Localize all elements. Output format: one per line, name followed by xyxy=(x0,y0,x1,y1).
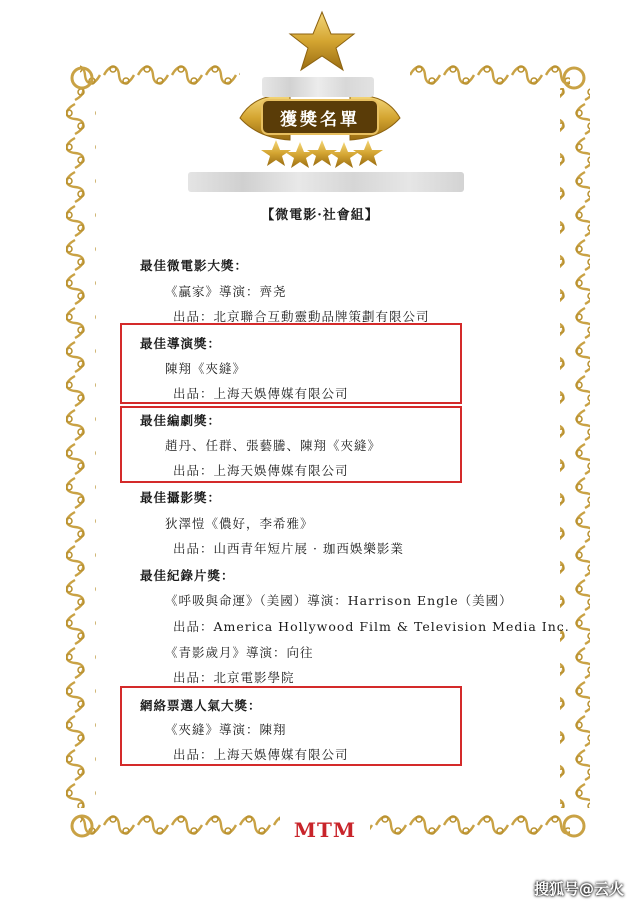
award-producer-best-screenplay: 出品：上海天娛傳媒有限公司 xyxy=(173,463,349,478)
award-winner-best-film: 《贏家》導演：齊尧 xyxy=(165,284,287,299)
award-winner-best-documentary-2: 《青影歲月》導演：向往 xyxy=(165,645,314,660)
award-winner-best-cinematography: 狄澤愷《儂好，李希雅》 xyxy=(165,516,314,531)
banner-title: 獲獎名單 xyxy=(280,110,360,130)
award-winner-online-popularity: 《夾縫》導演：陳翔 xyxy=(165,722,287,737)
award-heading-best-screenplay: 最佳編劇獎： xyxy=(140,413,222,428)
mtm-logo: MTM xyxy=(293,818,357,842)
award-producer-best-director: 出品：上海天娛傳媒有限公司 xyxy=(173,386,349,401)
award-producer-best-documentary-2: 出品：北京電影學院 xyxy=(173,670,295,685)
award-winner-best-screenplay: 趙丹、任群、張藝騰、陳翔《夾縫》 xyxy=(165,438,382,453)
redacted-text-top xyxy=(262,77,374,97)
award-producer-online-popularity: 出品：上海天娛傳媒有限公司 xyxy=(173,747,349,762)
source-watermark: 搜狐号@云火 xyxy=(533,880,624,898)
section-title: 【微電影·社會組】 xyxy=(261,208,379,223)
award-heading-best-film: 最佳微電影大獎： xyxy=(140,258,249,273)
award-producer-best-film: 出品：北京聯合互動靈動品牌策劃有限公司 xyxy=(173,309,430,324)
award-producer-best-cinematography: 出品：山西青年短片展 · 珈西娛樂影業 xyxy=(173,541,404,556)
redacted-text-subtitle xyxy=(188,172,464,192)
award-heading-best-documentary: 最佳紀錄片獎： xyxy=(140,568,235,583)
award-winner-best-documentary-1: 《呼吸與命運》（美國）導演：Harrison Engle（美國） xyxy=(165,593,513,608)
award-winner-best-director: 陳翔《夾縫》 xyxy=(165,361,247,376)
award-producer-best-documentary-1: 出品：America Hollywood Film & Television Media Inc. xyxy=(173,619,570,634)
award-heading-online-popularity: 網絡票選人氣大獎： xyxy=(140,698,262,713)
award-heading-best-director: 最佳導演獎： xyxy=(140,336,222,351)
award-heading-best-cinematography: 最佳攝影獎： xyxy=(140,490,222,505)
